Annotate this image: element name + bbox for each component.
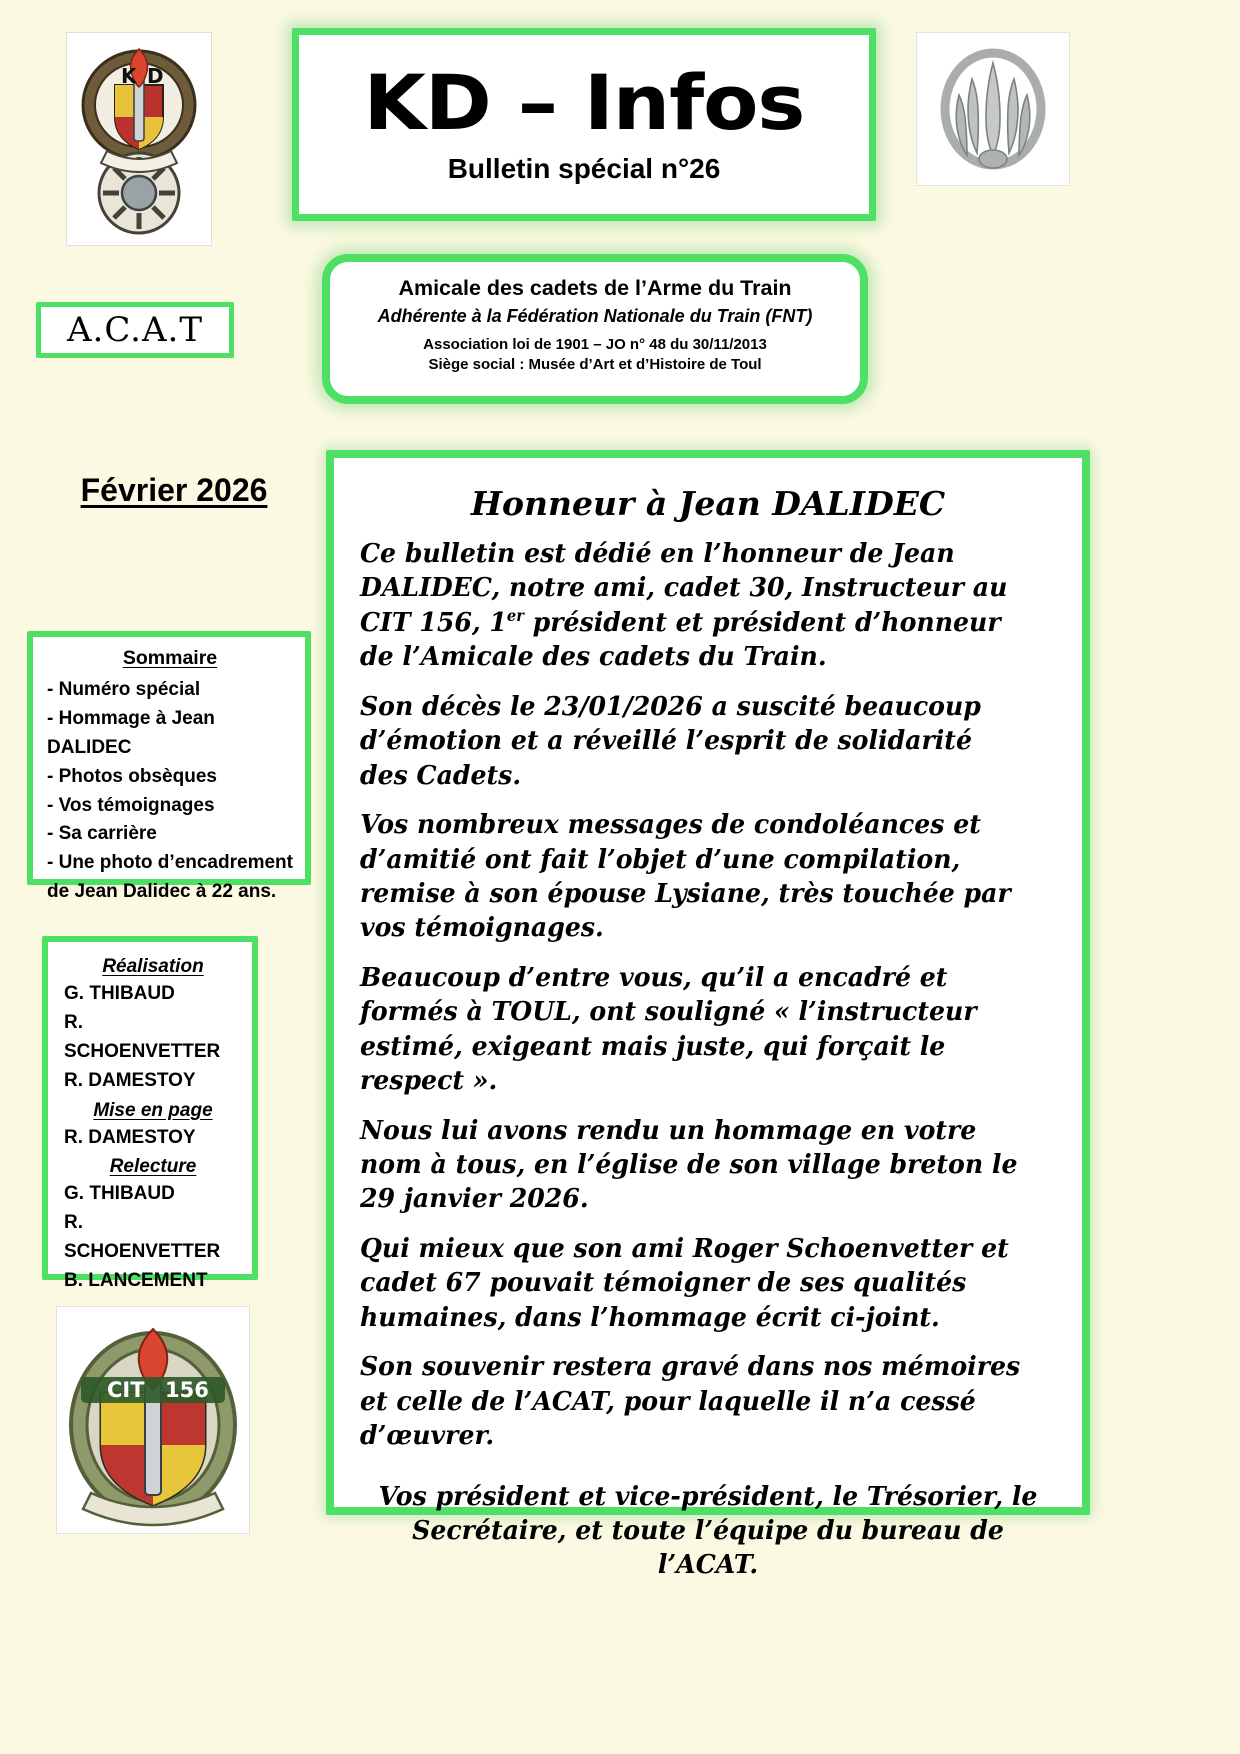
svg-text:156: 156 (165, 1378, 209, 1402)
article-paragraph: Ce bulletin est dédié en l’honneur de Jean DALIDEC, notre ami, cadet 30, Instructeur au CIT 156, 1er président et président d’honneur de l’Amicale des cadets du Train. (360, 538, 1008, 673)
article-paragraph: Beaucoup d’entre vous, qu’il a encadré et formés à TOUL, ont souligné « l’instructeur estimé, exigeant mais juste, qui forçait le respect ». (360, 961, 977, 1097)
sommaire-item: - Vos témoignages (47, 794, 215, 816)
credits-name: R. SCHOENVETTER (64, 1212, 221, 1263)
acat-label: A.C.A.T (66, 310, 203, 350)
credits-mise-en-page-heading: Mise en page (93, 1099, 213, 1121)
article-box (326, 450, 1090, 1581)
credits-name: B. LANCEMENT (64, 1270, 208, 1291)
credits-name: R. SCHOENVETTER (64, 1011, 221, 1062)
article-paragraph: Son souvenir restera gravé dans nos mémoires et celle de l’ACAT, pour laquelle il n’a cessé d’œuvrer. (360, 1351, 1021, 1452)
cit-156-badge-emblem (56, 1306, 250, 1534)
credits-box (42, 936, 258, 1291)
winged-insignia-emblem (916, 32, 1070, 186)
article-paragraph: Nous lui avons rendu un hommage en votre nom à tous, en l’église de son village breton le 29 janvier 2026. (360, 1114, 1018, 1215)
credits-relecture-heading: Relecture (109, 1156, 197, 1178)
article-title: Honneur à Jean DALIDEC (470, 484, 946, 523)
association-federation: Adhérente à la Fédération Nationale du Train (FNT) (377, 306, 813, 326)
sommaire-item: - Une photo d’encadrement de Jean Dalidec à 22 ans. (47, 852, 293, 903)
sommaire-box (27, 631, 311, 903)
svg-text:CIT: CIT (107, 1378, 145, 1402)
credits-realisation-heading: Réalisation (102, 956, 204, 977)
issue-date: Février 2026 (80, 472, 268, 508)
train-arm-badge-emblem (66, 32, 212, 246)
credits-name: G. THIBAUD (64, 983, 175, 1004)
article-paragraph: Son décès le 23/01/2026 a suscité beaucoup d’émotion et a réveillé l’esprit de solidarité des Cadets. (360, 690, 981, 791)
sommaire-item: - Sa carrière (47, 823, 157, 845)
sommaire-item: - Photos obsèques (47, 765, 217, 787)
credits-name: R. DAMESTOY (64, 1126, 196, 1148)
acat-logo-box (36, 302, 234, 358)
credits-name: R. DAMESTOY (64, 1069, 196, 1091)
credits-name: G. THIBAUD (64, 1183, 175, 1205)
association-name: Amicale des cadets de l’Arme du Train (398, 276, 792, 300)
association-law-reference: Association loi de 1901 – JO n° 48 du 30/11/2013 (423, 336, 767, 353)
masthead (292, 28, 876, 221)
sommaire-item: - Hommage à Jean DALIDEC (47, 707, 215, 758)
article-paragraph: Qui mieux que son ami Roger Schoenvetter et cadet 67 pouvait témoigner de ses qualités humaines, dans l’hommage écrit ci-joint. (360, 1232, 1009, 1333)
association-seat: Siège social : Musée d’Art et d’Histoire de Toul (428, 356, 762, 374)
masthead-subtitle: Bulletin spécial n°26 (447, 152, 721, 184)
svg-text:D: D (147, 64, 164, 88)
masthead-title: KD – Infos (363, 57, 805, 147)
article-closing-paragraph: Vos président et vice-président, le Trésorier, le Secrétaire, et toute l’équipe du bureau de l’ACAT. (378, 1480, 1038, 1581)
svg-text:K: K (121, 64, 137, 88)
article-paragraph: Vos nombreux messages de condoléances et d’amitié ont fait l’objet d’une compilation, remise à son épouse Lysiane, très touchée par vos témoignages. (360, 809, 1011, 944)
sommaire-title: Sommaire (122, 647, 218, 669)
association-info-box (322, 254, 868, 404)
sommaire-item: - Numéro spécial (47, 679, 201, 700)
